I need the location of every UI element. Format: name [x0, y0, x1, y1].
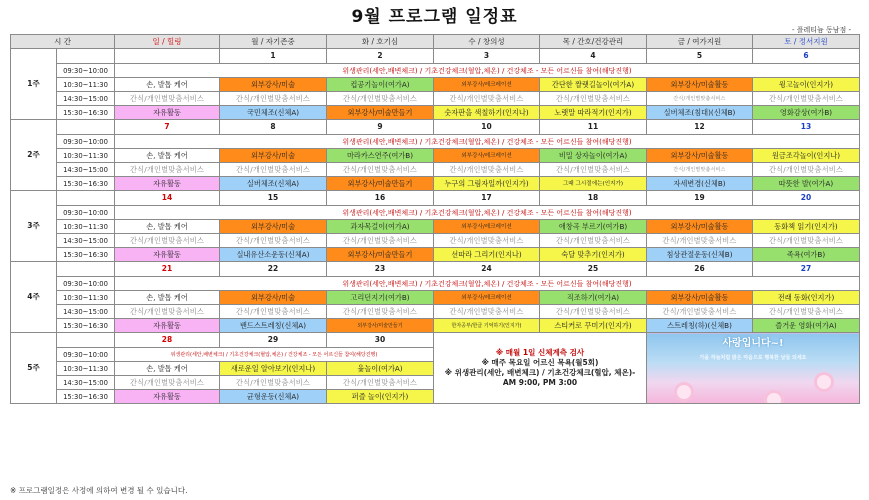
daily-routine-banner: 위생관리(세안,배변체크) / 기초건강체크(혈압,체온) / 건강체조 - 모든 어르신들 참여(해당진행)	[115, 64, 860, 78]
am-activity-row	[11, 149, 860, 163]
date-cell: 25	[540, 262, 647, 277]
snack-cell: 간식/개인별맞춤서비스	[434, 305, 540, 319]
date-cell: 4	[540, 49, 647, 64]
activity-cell: 고리던지기(여가B)	[327, 291, 434, 305]
activity-cell: 외부강사/미술만들기	[327, 106, 434, 120]
date-spacer	[57, 262, 115, 277]
date-spacer	[57, 191, 115, 206]
snack-cell: 간식/개인별맞춤서비스	[540, 234, 647, 248]
activity-cell: 외부강사/레크레이션	[434, 78, 540, 92]
activity-cell: 외부강사/미술만들기	[327, 177, 434, 191]
am-activity-row	[11, 220, 860, 234]
time-slot: 09:30~10:00	[57, 206, 115, 220]
date-cell: 11	[540, 120, 647, 135]
snack-row	[11, 305, 860, 319]
time-slot: 10:30~11:30	[57, 291, 115, 305]
notice-line: ※ 위생관리(세안, 배변체크) / 기초건강체크(혈압, 체온)-	[444, 368, 636, 377]
activity-cell: 실내유산소운동(신체A)	[220, 248, 327, 262]
activity-cell: 스트레칭(하)(신체B)	[647, 319, 753, 333]
daily-routine-banner: 위생관리(세안,배변체크) / 기초건강체크(혈압,체온) / 건강체조 - 모든 어르신들 참여(해당진행)	[115, 348, 434, 362]
am-activity-row	[11, 78, 860, 92]
activity-cell: 자유활동	[115, 319, 220, 333]
header-monday: 월 / 자기존중	[220, 35, 327, 49]
activity-cell: 윙고놀이(인지가)	[753, 78, 860, 92]
date-cell: 1	[220, 49, 327, 64]
pm-activity-row	[11, 177, 860, 191]
date-cell: 8	[220, 120, 327, 135]
date-row	[11, 333, 860, 348]
notice-line: ※ 매주 목요일 어르신 목욕(월5회)	[481, 358, 599, 367]
daily-routine-banner: 위생관리(세안,배변체크) / 기초건강체크(혈압,체온) / 건강체조 - 모든 어르신들 참여(해당진행)	[115, 135, 860, 149]
snack-row	[11, 234, 860, 248]
time-slot: 15:30~16:30	[57, 106, 115, 120]
date-cell: 5	[647, 49, 753, 64]
snack-cell: 간식/개인별맞춤서비스	[115, 305, 220, 319]
facility-name: - 플레티늄 동남점 -	[791, 26, 851, 34]
activity-cell: 따뜻한 발(여가A)	[753, 177, 860, 191]
activity-cell: 침상관절운동(신체B)	[647, 248, 753, 262]
date-spacer	[57, 333, 115, 348]
date-cell: 17	[434, 191, 540, 206]
activity-cell: 밴드스트레칭(신체A)	[220, 319, 327, 333]
date-cell: 21	[115, 262, 220, 277]
date-cell: 13	[753, 120, 860, 135]
notice-box	[434, 333, 647, 404]
activity-cell: 실버체조(침대)(신체B)	[647, 106, 753, 120]
time-slot: 09:30~10:00	[57, 64, 115, 78]
time-slot: 10:30~11:30	[57, 220, 115, 234]
date-cell: 9	[327, 120, 434, 135]
activity-cell: 외부강사/미술활동	[647, 220, 753, 234]
activity-cell: 외부강사/미술	[220, 78, 327, 92]
snack-cell: 간식/개인별맞춤서비스	[753, 234, 860, 248]
snack-cell: 간식/개인별맞춤서비스	[115, 376, 220, 390]
snack-row	[11, 92, 860, 106]
activity-cell: 손, 발톱 케어	[115, 291, 220, 305]
date-spacer	[57, 120, 115, 135]
activity-cell: 간단한 짤랫길놀이(여가A)	[540, 78, 647, 92]
snack-cell: 간식/개인별맞춤서비스	[753, 163, 860, 177]
date-row	[11, 191, 860, 206]
time-slot: 15:30~16:30	[57, 319, 115, 333]
activity-cell: 그때 그시절에는(인지가)	[540, 177, 647, 191]
page-title: 9월 프로그램 일정표	[351, 7, 518, 27]
time-slot: 14:30~15:00	[57, 305, 115, 319]
week-label: 2주	[11, 120, 57, 191]
date-cell: 16	[327, 191, 434, 206]
snack-cell: 간식/개인별맞춤서비스	[220, 305, 327, 319]
week-label: 1주	[11, 49, 57, 120]
snack-cell: 간식/개인별맞춤서비스	[540, 92, 647, 106]
activity-cell: 외부강사/미술만들기	[327, 319, 434, 333]
snack-cell: 간식/개인별맞춤서비스	[115, 163, 220, 177]
snack-cell: 간식/개인별맞춤서비스	[434, 234, 540, 248]
activity-cell: 숫자판을 색칠하기(인지나)	[434, 106, 540, 120]
date-cell: 26	[647, 262, 753, 277]
activity-cell: 손, 발톱 케어	[115, 220, 220, 234]
activity-cell: 균형운동(신체A)	[220, 390, 327, 404]
activity-cell: 손, 발톱 케어	[115, 362, 220, 376]
date-cell: 6	[753, 49, 860, 64]
activity-cell: 마라카스연주(여가B)	[327, 149, 434, 163]
date-spacer	[57, 49, 115, 64]
snack-cell: 간식/개인별맞춤서비스	[327, 92, 434, 106]
flower-icon	[767, 393, 781, 404]
date-row	[11, 120, 860, 135]
activity-cell: 자세변경(신체B)	[647, 177, 753, 191]
snack-cell: 간식/개인별맞춤서비스	[327, 163, 434, 177]
header-wednesday: 수 / 창의성	[434, 35, 540, 49]
snack-cell: 간식/개인별맞춤서비스	[220, 163, 327, 177]
activity-cell: 동화책 읽기(인지가)	[753, 220, 860, 234]
pm-activity-row	[11, 106, 860, 120]
activity-cell: 자유활동	[115, 390, 220, 404]
activity-cell: 선따라 그리기(인지나)	[434, 248, 540, 262]
date-cell: 7	[115, 120, 220, 135]
date-cell: 29	[220, 333, 327, 348]
pm-activity-row	[11, 319, 860, 333]
date-cell: 28	[115, 333, 220, 348]
date-cell: 2	[327, 49, 434, 64]
activity-cell: 외부강사/미술	[220, 220, 327, 234]
header-time: 시 간	[11, 35, 115, 49]
date-cell: 10	[434, 120, 540, 135]
activity-cell: 외부강사/미술만들기	[327, 248, 434, 262]
activity-cell: 자유활동	[115, 248, 220, 262]
activity-cell: 새로운일 알아보기(인지나)	[220, 362, 327, 376]
time-slot: 10:30~11:30	[57, 149, 115, 163]
snack-cell: 간식/개인별맞춤서비스	[753, 305, 860, 319]
date-row	[11, 262, 860, 277]
decorative-image	[647, 333, 860, 404]
snack-row	[11, 163, 860, 177]
daily-routine-banner: 위생관리(세안,배변체크) / 기초건강체크(혈압,체온) / 건강체조 - 모든 어르신들 참여(해당진행)	[115, 277, 860, 291]
snack-cell: 간식/개인별맞춤서비스	[753, 92, 860, 106]
activity-cell: 자유활동	[115, 106, 220, 120]
time-slot: 15:30~16:30	[57, 177, 115, 191]
time-slot: 15:30~16:30	[57, 390, 115, 404]
activity-cell: 애창곡 부르기(여가B)	[540, 220, 647, 234]
flower-icon	[817, 375, 831, 389]
activity-cell: 국민체조(신체A)	[220, 106, 327, 120]
activity-cell: 노랫말 따라적기(인지가)	[540, 106, 647, 120]
activity-cell: 숙달 맞추기(인지가)	[540, 248, 647, 262]
snack-cell: 간식/개인별맞춤서비스	[434, 163, 540, 177]
date-cell: 15	[220, 191, 327, 206]
activity-cell: 직조하기(여가A)	[540, 291, 647, 305]
activity-cell: 스티커로 꾸미기(인지가)	[540, 319, 647, 333]
header-row	[11, 35, 860, 49]
activity-cell: 윷놀이(여가A)	[327, 362, 434, 376]
week-label: 4주	[11, 262, 57, 333]
snack-cell: 간식/개인별맞춤서비스	[647, 92, 753, 106]
snack-cell: 간식/개인별맞춤서비스	[220, 234, 327, 248]
date-row	[11, 49, 860, 64]
snack-cell: 간식/개인별맞춤서비스	[327, 305, 434, 319]
snack-cell: 간식/개인별맞춤서비스	[327, 376, 434, 390]
activity-cell: 외부강사/미술	[220, 291, 327, 305]
date-cell: 19	[647, 191, 753, 206]
activity-cell: 자유활동	[115, 177, 220, 191]
time-slot: 09:30~10:00	[57, 348, 115, 362]
date-cell: 3	[434, 49, 540, 64]
header-thursday: 목 / 간호/건강관리	[540, 35, 647, 49]
footnote: ※ 프로그램일정은 사정에 의하여 변경 될 수 있습니다.	[10, 486, 188, 495]
daily-routine-banner: 위생관리(세안,배변체크) / 기초건강체크(혈압,체온) / 건강체조 - 모든 어르신들 참여(해당진행)	[115, 206, 860, 220]
am-activity-row	[11, 291, 860, 305]
schedule-table	[10, 34, 860, 404]
activity-cell: 외부강사/미술활동	[647, 149, 753, 163]
snack-cell: 간식/개인별맞춤서비스	[220, 376, 327, 390]
activity-cell: 과자목걸이(여가A)	[327, 220, 434, 234]
header-saturday: 토 / 정서지원	[753, 35, 860, 49]
snack-cell: 간식/개인별맞춤서비스	[434, 92, 540, 106]
snack-cell: 간식/개인별맞춤서비스	[115, 92, 220, 106]
date-cell: 24	[434, 262, 540, 277]
snack-cell: 간식/개인별맞춤서비스	[647, 163, 753, 177]
activity-cell: 외부강사/레크레이션	[434, 149, 540, 163]
activity-cell: 외부강사/레크레이션	[434, 220, 540, 234]
activity-cell: 손, 발톱 케어	[115, 78, 220, 92]
activity-cell: 외부강사/미술활동	[647, 291, 753, 305]
activity-cell: 컵공기놀이(여가A)	[327, 78, 434, 92]
date-cell: 23	[327, 262, 434, 277]
date-cell: 12	[647, 120, 753, 135]
activity-cell: 손, 발톱 케어	[115, 149, 220, 163]
snack-cell: 간식/개인별맞춤서비스	[327, 234, 434, 248]
time-slot: 10:30~11:30	[57, 362, 115, 376]
date-cell: 14	[115, 191, 220, 206]
morning-row	[11, 277, 860, 291]
activity-cell: 원금조각놀이(인지나)	[753, 149, 860, 163]
date-cell	[115, 49, 220, 64]
snack-cell: 간식/개인별맞춤서비스	[647, 234, 753, 248]
pm-activity-row	[11, 248, 860, 262]
week-label: 5주	[11, 333, 57, 404]
activity-cell: 전래 동화(인지가)	[753, 291, 860, 305]
date-cell: 20	[753, 191, 860, 206]
activity-cell: 실버체조(신체A)	[220, 177, 327, 191]
snack-cell: 간식/개인별맞춤서비스	[115, 234, 220, 248]
notice-line: ※ 매월 1일 신체계측 검사	[495, 348, 585, 357]
date-cell: 27	[753, 262, 860, 277]
time-slot: 09:30~10:00	[57, 277, 115, 291]
activity-cell: 외부강사/레크레이션	[434, 291, 540, 305]
activity-cell: 족욕(여가B)	[753, 248, 860, 262]
time-slot: 14:30~15:00	[57, 163, 115, 177]
activity-cell: 외부강사/미술	[220, 149, 327, 163]
date-cell: 22	[220, 262, 327, 277]
snack-cell: 간식/개인별맞춤서비스	[540, 163, 647, 177]
notice-line: AM 9:00, PM 3:00	[502, 378, 578, 387]
morning-row	[11, 64, 860, 78]
activity-cell: 한자공부/한글 기억하기(인지가)	[434, 319, 540, 333]
time-slot: 14:30~15:00	[57, 376, 115, 390]
snack-cell: 간식/개인별맞춤서비스	[647, 305, 753, 319]
activity-cell: 영화감상(여가B)	[753, 106, 860, 120]
time-slot: 14:30~15:00	[57, 92, 115, 106]
morning-row	[11, 135, 860, 149]
header-friday: 금 / 여가지원	[647, 35, 753, 49]
time-slot: 09:30~10:00	[57, 135, 115, 149]
time-slot: 10:30~11:30	[57, 78, 115, 92]
header-sunday: 일 / 힐링	[115, 35, 220, 49]
morning-row	[11, 206, 860, 220]
activity-cell: 누구의 그림자일까(인지가)	[434, 177, 540, 191]
snack-cell: 간식/개인별맞춤서비스	[540, 305, 647, 319]
time-slot: 15:30~16:30	[57, 248, 115, 262]
flower-icon	[677, 385, 691, 399]
activity-cell: 비밀 상자놀이(여가A)	[540, 149, 647, 163]
time-slot: 14:30~15:00	[57, 234, 115, 248]
date-cell: 18	[540, 191, 647, 206]
image-subcaption: 가을 하늘처럼 맑은 마음으로 행복한 날들 되세요	[699, 355, 807, 361]
activity-cell: 즐거운 영화(여가A)	[753, 319, 860, 333]
activity-cell: 외부강사/미술활동	[647, 78, 753, 92]
image-caption: 사랑입니다~!	[722, 338, 784, 349]
week-label: 3주	[11, 191, 57, 262]
snack-cell: 간식/개인별맞춤서비스	[220, 92, 327, 106]
header-tuesday: 화 / 호기심	[327, 35, 434, 49]
activity-cell: 퍼즐 놀이(인지가)	[327, 390, 434, 404]
date-cell: 30	[327, 333, 434, 348]
